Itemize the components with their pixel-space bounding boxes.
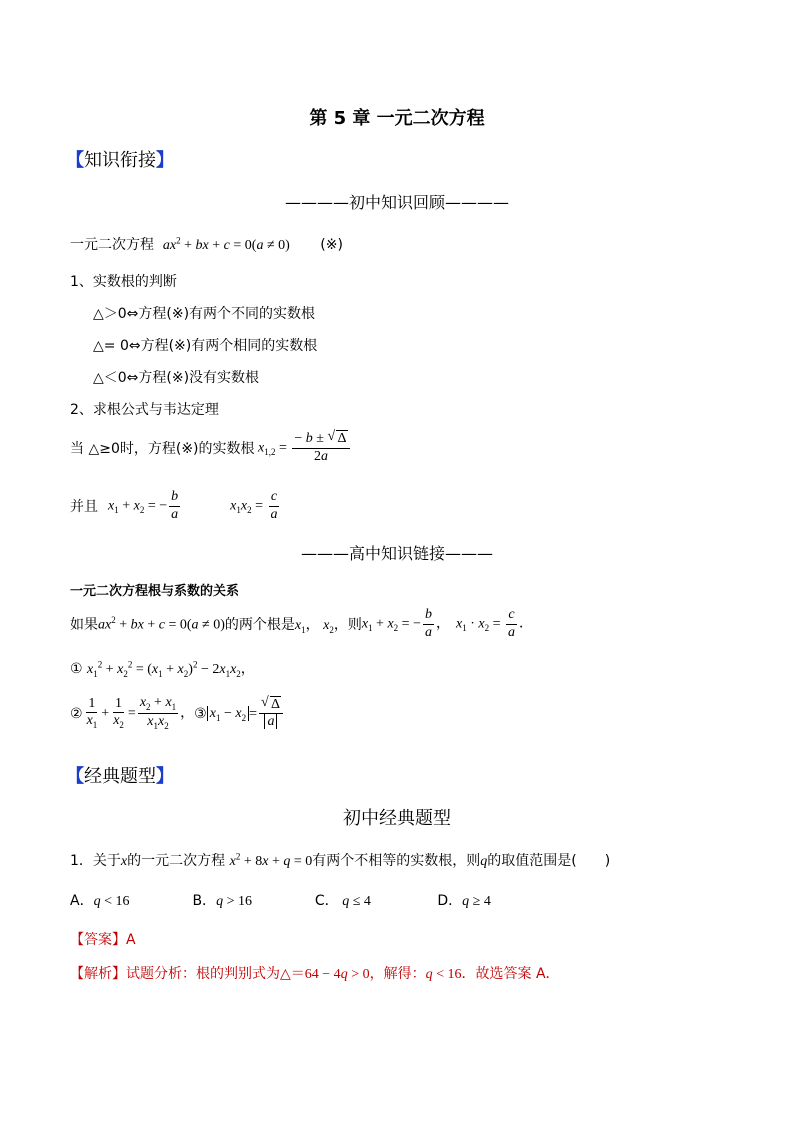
vieta-line xyxy=(70,490,281,522)
q1-prefix: 1．关于 xyxy=(70,853,121,869)
answer-value: A xyxy=(126,932,136,948)
q1-equation: $x^2 + 8x + q = 0$ xyxy=(229,851,313,869)
root-formula: $x_{1,2}$ = $\frac{- b \pm √ \Delta}{2a}$ xyxy=(255,432,352,464)
relation-text-then: ，则 xyxy=(333,617,362,634)
identity-2-3-line xyxy=(70,696,285,731)
root-formula-text: 当 △≥0时，方程(※)的实数根 xyxy=(70,441,255,458)
section-heading-classic xyxy=(66,762,174,788)
and-text: 并且 xyxy=(70,499,98,516)
vieta-product: $x_1x_2$ = $\frac{c}{a}$ xyxy=(230,489,278,522)
analysis-discriminant: 64 − 4q > 0 xyxy=(304,967,370,982)
subheading-junior-classic: 初中经典题型 xyxy=(343,808,451,829)
bracket-close: 】 xyxy=(156,150,174,171)
identity-1: $x_1^2 + x_2^2 = (x_1 + x_2)^2 - 2x_1x_2$， xyxy=(87,659,255,679)
relation-text-roots: 的两个根是 xyxy=(224,617,295,634)
q1-options xyxy=(70,890,555,910)
option-c[interactable] xyxy=(315,890,433,910)
option-d[interactable] xyxy=(437,890,555,910)
relation-heading: 一元二次方程根与系数的关系 xyxy=(70,584,240,599)
option-b[interactable] xyxy=(192,890,310,910)
option-b-value: q > 16 xyxy=(216,894,252,909)
circle-3: ③ xyxy=(194,705,207,722)
section-label: 知识衔接 xyxy=(84,150,156,171)
option-a[interactable] xyxy=(70,890,188,910)
case-negative: △＜0⇔方程(※)没有实数根 xyxy=(93,370,260,386)
option-b-label: B． xyxy=(192,893,217,909)
analysis-text-3: ．故选答案 A． xyxy=(461,966,560,982)
section-label: 经典题型 xyxy=(84,766,156,787)
answer-line xyxy=(70,929,136,949)
option-a-label: A． xyxy=(70,893,94,909)
identity-1-line xyxy=(70,658,255,679)
item-2-heading: 2、求根公式与韦达定理 xyxy=(70,402,219,418)
equation-line xyxy=(70,234,343,254)
identity-2: $\frac{1}{x_1}$ + $\frac{1}{x_2}$ = $\frac{x_2 + x_1}{x_1x_2}$ ， xyxy=(86,695,195,732)
question-1 xyxy=(70,850,610,870)
relation-sum: $x_1 + x_2$ = − $\frac{b}{a}$ ， xyxy=(361,607,450,640)
bracket-open: 【 xyxy=(66,150,84,171)
option-c-label: C． xyxy=(314,893,339,909)
option-d-label: D． xyxy=(437,893,463,909)
analysis-text-2: ，解得： xyxy=(369,966,426,982)
case-positive: △＞0⇔方程(※)有两个不同的实数根 xyxy=(93,306,316,322)
option-a-value: q < 16 xyxy=(93,894,130,909)
quadratic-equation: $ax^2$ + bx + c = 0(a ≠ 0) xyxy=(162,235,290,253)
case-zero: △= 0⇔方程(※)有两个相同的实数根 xyxy=(93,338,318,354)
vieta-sum: $x_1 + x_2$ = − $\frac{b}{a}$ xyxy=(108,489,179,522)
equation-intro: 一元二次方程 xyxy=(70,237,154,253)
analysis-result: q < 16 xyxy=(425,967,462,982)
item-1-heading: 1、实数根的判断 xyxy=(70,274,177,290)
option-c-value: q ≤ 4 xyxy=(342,894,371,909)
page-title: 第 5 章 一元二次方程 xyxy=(309,108,485,129)
relation-product: $x_1 \cdot x_2$ = $\frac{c}{a}$ ． xyxy=(455,607,533,640)
bracket-close: 】 xyxy=(156,766,174,787)
analysis-line xyxy=(70,963,560,983)
option-d-value: q ≥ 4 xyxy=(462,894,491,909)
identity-3: $x_1 - x_2$ = √ $\frac{\Delta}{a}$ xyxy=(207,698,285,730)
root-formula-line xyxy=(70,432,352,464)
equation-tag: (※) xyxy=(320,237,343,253)
roots-x1-x2: $x_1$， $x_2$ xyxy=(294,617,334,635)
q1-var-x: x xyxy=(120,854,128,869)
relation-line xyxy=(70,608,533,640)
circle-1: ① xyxy=(70,661,83,677)
analysis-text-1: 试题分析：根的判别式为△＝ xyxy=(126,966,305,982)
answer-label: 【答案】 xyxy=(70,932,126,948)
subheading-senior-link: ———高中知识链接——— xyxy=(300,544,493,563)
relation-equation: $ax^2$ + bx + c = 0(a ≠ 0) xyxy=(98,614,225,633)
bracket-open: 【 xyxy=(66,766,84,787)
analysis-label: 【解析】 xyxy=(70,966,126,982)
q1-text2: 的取值范围是( ) xyxy=(487,853,611,869)
q1-text: 有两个不相等的实数根，则 xyxy=(312,853,481,869)
relation-text-if: 如果 xyxy=(70,617,98,634)
q1-mid: 的一元二次方程 xyxy=(127,853,226,869)
q1-var-q: q xyxy=(480,854,488,869)
circle-2: ② xyxy=(70,705,83,722)
section-heading-knowledge xyxy=(66,146,174,172)
subheading-junior-review: ————初中知识回顾———— xyxy=(284,193,509,212)
